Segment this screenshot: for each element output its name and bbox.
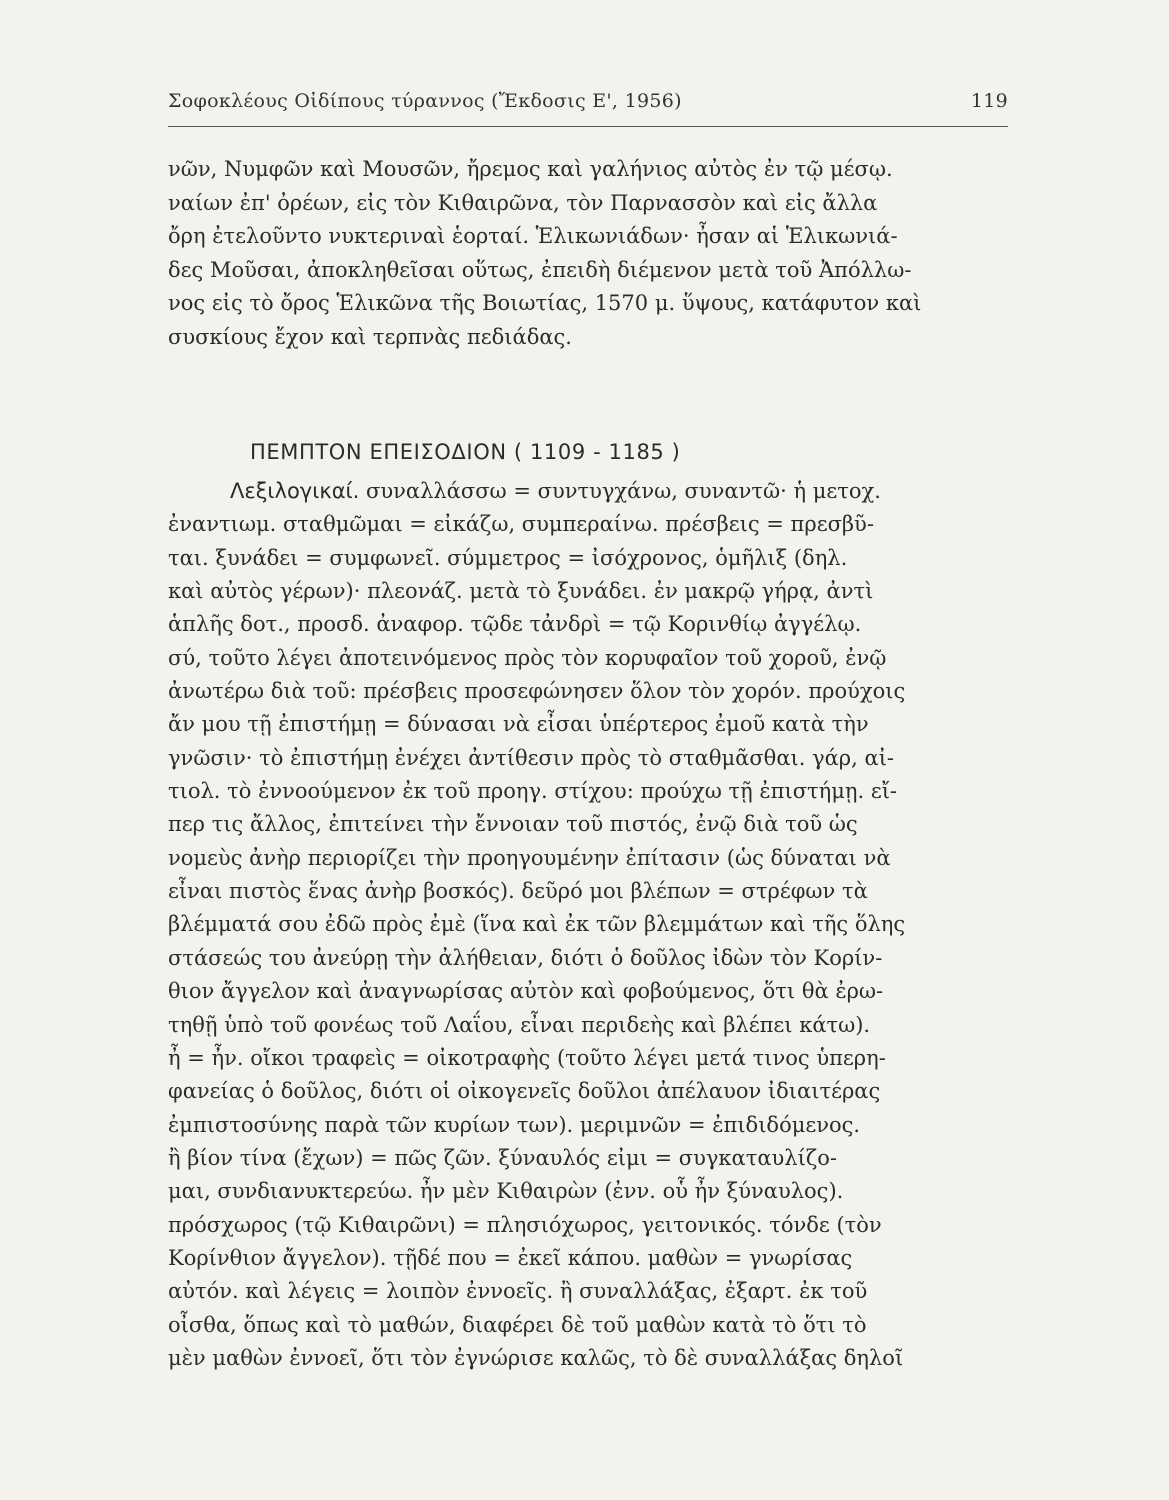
- lexical-label: Λεξιλογικαί.: [230, 479, 360, 503]
- text-line: νῶν, Νυμφῶν καὶ Μουσῶν, ἤρεμος καὶ γαλήνιος αὐτὸς ἐν τῷ μέσῳ.: [168, 157, 893, 181]
- text-line: νομεὺς ἀνὴρ περιορίζει τὴν προηγουμένην ἐπίτασιν (ὡς δύναται νὰ: [168, 845, 891, 870]
- text-line: στάσεώς του ἀνεύρῃ τὴν ἀλήθειαν, διότι ὁ δοῦλος ἰδὼν τὸν Κορίν-: [168, 945, 883, 970]
- text-line: πρόσχωρος (τῷ Κιθαιρῶνι) = πλησιόχωρος, γειτονικός. τόνδε (τὸν: [168, 1212, 882, 1237]
- page-number: 119: [970, 90, 1008, 112]
- text-line: σύ, τοῦτο λέγει ἀποτεινόμενος πρὸς τὸν κορυφαῖον τοῦ χοροῦ, ἐνῷ: [168, 645, 887, 670]
- lexical-first-line: [168, 475, 1008, 508]
- text-line: ἀνωτέρω διὰ τοῦ: πρέσβεις προσεφώνησεν ὅλον τὸν χορόν. προύχοις: [168, 679, 906, 704]
- text-line: εἶναι πιστὸς ἕνας ἀνὴρ βοσκός). δεῦρό μοι βλέπων = στρέφων τὰ: [168, 879, 868, 904]
- header-title: Σοφοκλέους Οἰδίπους τύραννος (Ἔκδοσις Ε', 1956): [168, 90, 682, 112]
- text-line: ἁπλῆς δοτ., προσδ. ἀναφορ. τῷδε τἀνδρὶ = τῷ Κορινθίῳ ἀγγέλῳ.: [168, 612, 862, 637]
- text-line: βλέμματά σου ἐδῶ πρὸς ἐμὲ (ἵνα καὶ ἐκ τῶν βλεμμάτων καὶ τῆς ὅλης: [168, 912, 906, 937]
- text-line: φανείας ὁ δοῦλος, διότι οἱ οἰκογενεῖς δοῦλοι ἀπέλαυον ἰδιαιτέρας: [168, 1079, 881, 1104]
- lexical-notes: [168, 475, 1008, 1375]
- text-line: μαι, συνδιανυκτερεύω. ἦν μὲν Κιθαιρὼν (ἐνν. οὗ ἦν ξύναυλος).: [168, 1179, 844, 1204]
- text-line: τηθῇ ὑπὸ τοῦ φονέως τοῦ Λαΐου, εἶναι περιδεὴς καὶ βλέπει κάτω).: [168, 1012, 871, 1037]
- header-rule: [168, 126, 1008, 127]
- text-line: ἢ βίον τίνα (ἔχων) = πῶς ζῶν. ξύναυλός εἰμι = συγκαταυλίζο-: [168, 1145, 837, 1170]
- text-line: ἦ = ἦν. οἴκοι τραφεὶς = οἰκοτραφὴς (τοῦτο λέγει μετά τινος ὑπερη-: [168, 1045, 886, 1070]
- top-paragraph: [168, 153, 1008, 354]
- text-line: καὶ αὐτὸς γέρων)· πλεονάζ. μετὰ τὸ ξυνάδει. ἐν μακρῷ γήρᾳ, ἀντὶ: [168, 579, 874, 604]
- text-line: θιον ἄγγελον καὶ ἀναγνωρίσας αὐτὸν καὶ φοβούμενος, ὅτι θὰ ἐρω-: [168, 979, 884, 1004]
- text-line: οἶσθα, ὅπως καὶ τὸ μαθών, διαφέρει δὲ τοῦ μαθὼν κατὰ τὸ ὅτι τὸ: [168, 1312, 867, 1337]
- text-line: μὲν μαθὼν ἐννοεῖ, ὅτι τὸν ἐγνώρισε καλῶς, τὸ δὲ συναλλάξας δηλοῖ: [168, 1345, 904, 1370]
- text-line: Κορίνθιον ἄγγελον). τῇδέ που = ἐκεῖ κάπου. μαθὼν = γνωρίσας: [168, 1245, 853, 1270]
- text-line: συσκίους ἔχον καὶ τερπνὰς πεδιάδας.: [168, 324, 572, 349]
- text-line: γνῶσιν· τὸ ἐπιστήμῃ ἐνέχει ἀντίθεσιν πρὸς τὸ σταθμᾶσθαι. γάρ, αἰ-: [168, 745, 895, 770]
- text-line: ἐμπιστοσύνης παρὰ τῶν κυρίων των). μεριμνῶν = ἐπιδιδόμενος.: [168, 1112, 861, 1137]
- text-line: ἐναντιωμ. σταθμῶμαι = εἰκάζω, συμπεραίνω. πρέσβεις = πρεσβῦ-: [168, 512, 874, 537]
- text-line: νος εἰς τὸ ὄρος Ἑλικῶνα τῆς Βοιωτίας, 1570 μ. ὕψους, κατάφυτον καὶ: [168, 291, 922, 315]
- text-line: ται. ξυνάδει = συμφωνεῖ. σύμμετρος = ἰσόχρονος, ὁμῆλιξ (δηλ.: [168, 545, 848, 570]
- text-line: ἄν μου τῇ ἐπιστήμῃ = δύνασαι νὰ εἶσαι ὑπέρτερος ἐμοῦ κατὰ τὴν: [168, 712, 869, 737]
- text-line: περ τις ἄλλος, ἐπιτείνει τὴν ἔννοιαν τοῦ πιστός, ἐνῷ διὰ τοῦ ὡς: [168, 812, 858, 837]
- text-line: ὄρη ἐτελοῦντο νυκτεριναὶ ἑορταί. Ἑλικωνιάδων· ἦσαν αἱ Ἑλικωνιά-: [168, 224, 898, 248]
- text-line: τιολ. τὸ ἐννοούμενον ἐκ τοῦ προηγ. στίχου: προύχω τῇ ἐπιστήμῃ. εἴ-: [168, 779, 898, 804]
- text-line: δες Μοῦσαι, ἀποκληθεῖσαι οὕτως, ἐπειδὴ διέμενον μετὰ τοῦ Ἀπόλλω-: [168, 257, 912, 282]
- text-line: συναλλάσσω = συντυγχάνω, συναντῶ· ἡ μετοχ.: [359, 479, 881, 503]
- text-line: ναίων ἐπ' ὀρέων, εἰς τὸν Κιθαιρῶνα, τὸν Παρνασσὸν καὶ εἰς ἄλλα: [168, 190, 878, 215]
- text-line: αὐτόν. καὶ λέγεις = λοιπὸν ἐννοεῖς. ἢ συναλλάξας, ἐξαρτ. ἐκ τοῦ: [168, 1279, 868, 1304]
- section-heading: ΠΕΜΠΤΟΝ ΕΠΕΙΣΟΔΙΟΝ ( 1109 - 1185 ): [250, 440, 681, 464]
- running-header: [168, 90, 1008, 120]
